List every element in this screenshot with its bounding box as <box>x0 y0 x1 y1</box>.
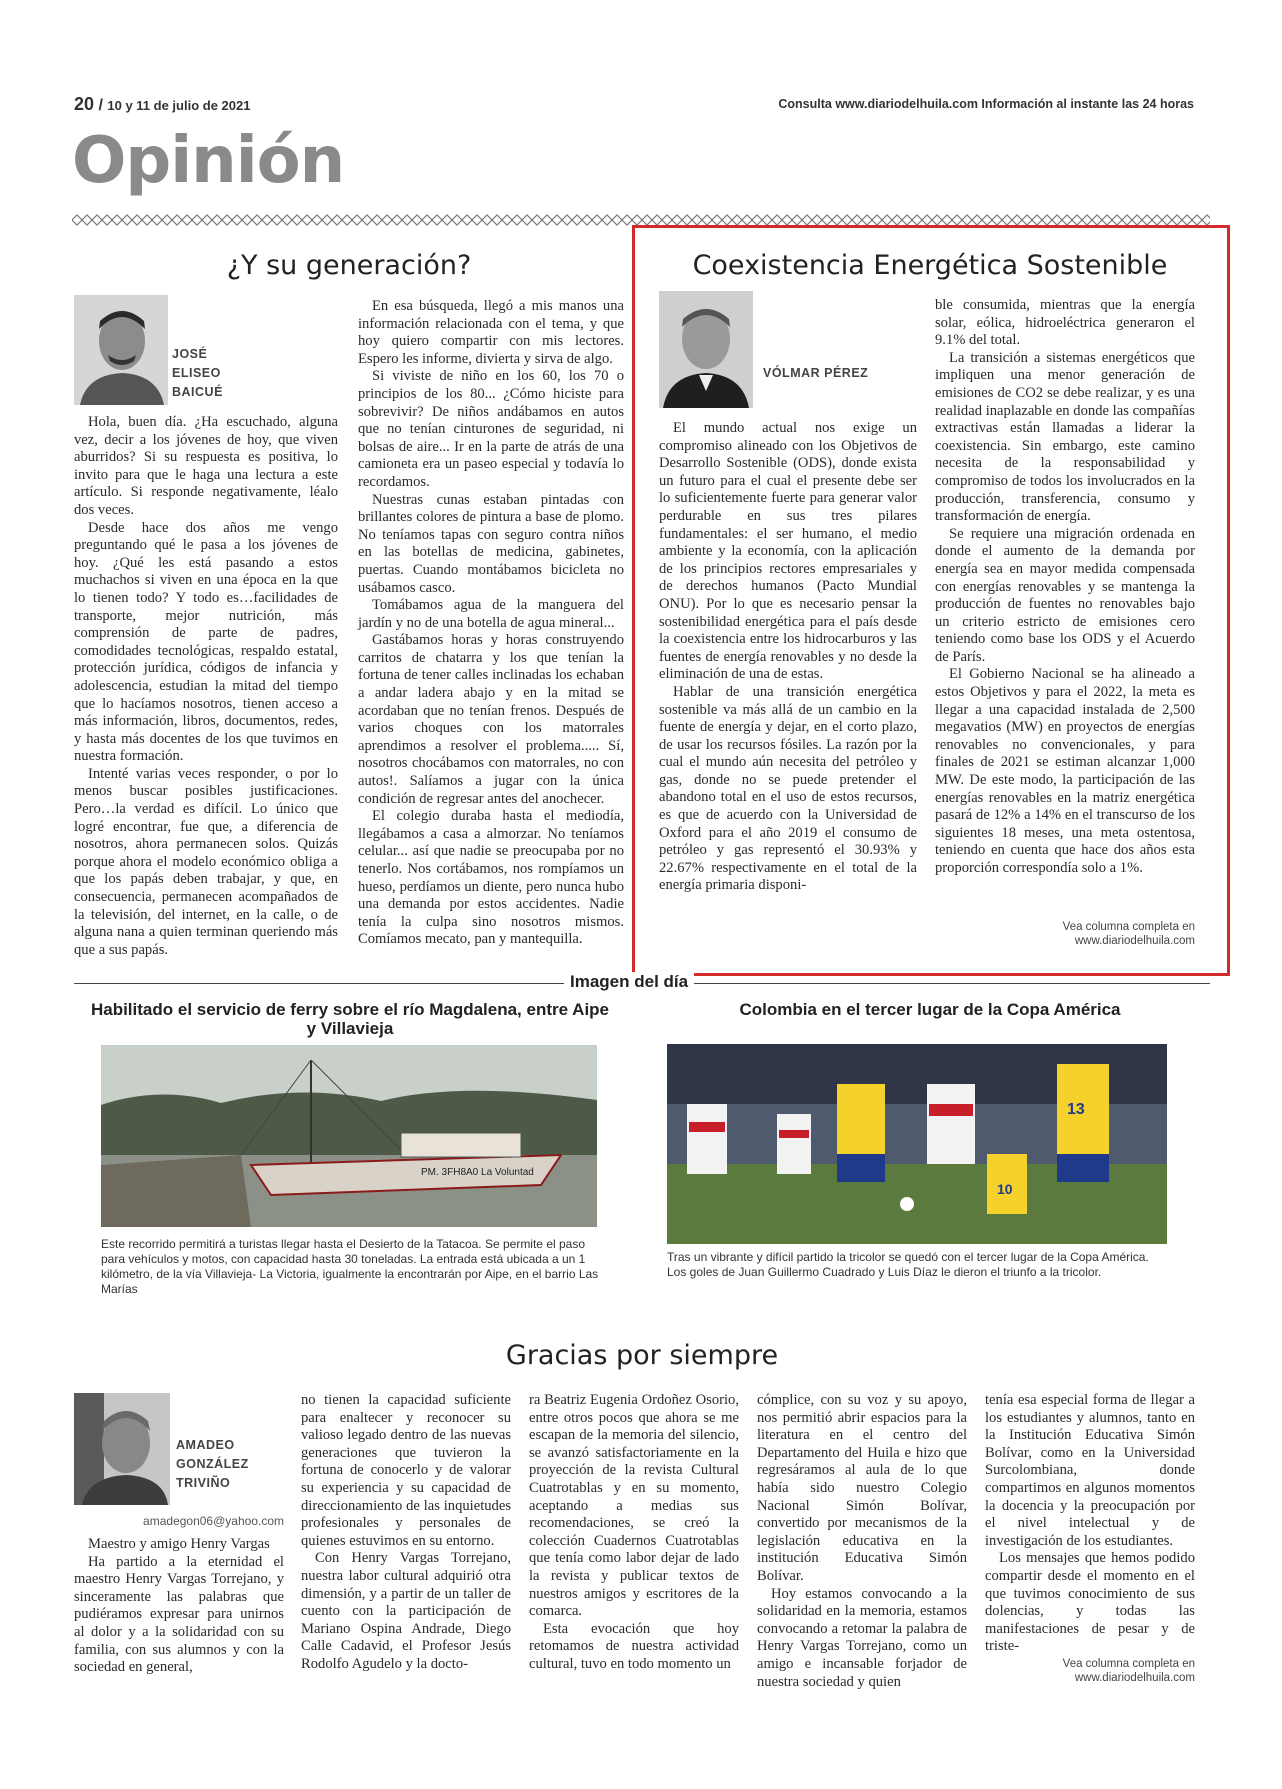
author-name-line: GONZÁLEZ <box>176 1457 249 1471</box>
copa-photo-caption: Tras un vibrante y difícil partido la tricolor se quedó con el tercer lugar de la Copa América. Los goles de Juan Guillermo Cuadrado y Luis Díaz le dieron el triunfo a la tricolor. <box>667 1250 1149 1279</box>
article2-column-1 <box>659 420 917 895</box>
author-photo-volmar-perez <box>659 291 753 408</box>
paragraph: Maestro y amigo Henry Vargas <box>88 1536 270 1552</box>
imagen-del-dia-label: Imagen del día <box>564 972 694 992</box>
ferry-photo <box>101 1045 597 1227</box>
paragraph: Ha partido a la eternidad el maestro Henry Vargas Torrejano, y sinceramente las palabras que pudiéramos expresar para unirnos al dolor y a la solidaridad con su familia, con sus alumnos y con la sociedad en general, <box>74 1553 284 1676</box>
article3-read-more[interactable] <box>985 1657 1195 1685</box>
article3-author <box>176 1436 249 1493</box>
paragraph: El mundo actual nos exige un compromiso alineado con los Objetivos de Desarrollo Sostenible (ODS), donde exista un futuro para el cual el presente debe ser lo suficientemente fuerte para generar valor perdurable en sus tres pilares fundamentales: el ser humano, el medio ambiente y la economía, con la aplicación de los principios rectores empresariales y de derechos humanos (Pacto Mundial ONU). Por lo que es necesario pensar la sostenibilidad energética para el país desde la coexistencia entre los hidrocarburos y las fuentes de energía renovables y no desde la eliminación de una de estas. <box>659 420 917 683</box>
author-name-line: TRIVIÑO <box>176 1476 231 1490</box>
author-name-line: JOSÉ <box>172 347 208 361</box>
article3-column-2 <box>301 1392 511 1674</box>
jersey-number: 13 <box>1067 1101 1085 1118</box>
read-more-label: Vea columna completa en <box>1062 921 1195 933</box>
paragraph: Nuestras cunas estaban pintadas con brillantes colores de pintura a base de plomo. No teníamos tapas con seguro contra niños en las botellas de medicina, gabinetes, puertas. Cuando montábamos bicicleta no usábamos casco. <box>358 491 624 596</box>
article1-title: ¿Y su generación? <box>226 250 472 281</box>
paragraph: Los mensajes que hemos podido compartir desde el momento en el que tuvimos conocimiento de sus dolencias, y todas las manifestaciones de pesar y de triste- <box>985 1550 1195 1655</box>
page-header-left: 20 / 10 y 11 de julio de 2021 <box>74 94 251 114</box>
header-consulta: Consulta <box>778 97 836 111</box>
paragraph: Hablar de una transición energética sostenible va más allá de un cambio en la fuente de energía y dejar, en el corto plazo, de usar los recursos fósiles. La razón por la cual el mundo aún necesita del petróleo y gas, donde no se puede pretender el abandono total en el uso de estos recursos, es que de acuerdo con la Universidad de Oxford para el año 2019 el consumo de petróleo y gas representó el 30.93% y 22.67% respectivamente en el total de la energía primaria disponi- <box>659 683 917 894</box>
author-name-line: BAICUÉ <box>172 385 223 399</box>
author-name-line: ELISEO <box>172 366 221 380</box>
header-tagline: Información al instante las 24 horas <box>977 97 1194 111</box>
paragraph: Si viviste de niño en los 60, los 70 o principios de los 80... ¿Cómo hiciste para sobrevivir? De niños andábamos en autos que no tenían cinturones de seguridad, ni bolsas de aire... Ir en la parte de atrás de una camioneta era un paseo especial y todavía lo recordamos. <box>358 368 624 490</box>
paragraph: Hoy estamos convocando a la solidaridad en la memoria, estamos convocando a retomar la palabra de Henry Vargas Torrejano, como un amigo e incansable forjador de nuestra sociedad y quien <box>757 1585 967 1690</box>
section-title: Opinión <box>72 124 345 198</box>
paragraph: cómplice, con su voz y su apoyo, nos permitió abrir espacios para la literatura en el centro del Departamento del Huila e hizo que regresáramos al aula de lo que había sido nuestro Colegio Nacional Simón Bolívar, convertido por mecanismos de la legislación educativa en la institución Educativa Simón Bolívar. <box>757 1392 967 1584</box>
paragraph: no tienen la capacidad suficiente para enaltecer y reconocer su valioso legado dentro de las nuevas generaciones que tuvieron la fortuna de conocerlo y de valorar su experiencia y su capacidad de direccionamiento de las inquietudes profesionales y personales de quienes estuvimos en su entorno. <box>301 1392 511 1549</box>
paragraph: Hola, buen día. ¿Ha escuchado, alguna vez, decir a los jóvenes de hoy, que viven aburridos? Si su respuesta es positiva, lo invito para que le haga una lectura a este artículo. Si responde negativamente, léalo dos veces. <box>74 414 338 518</box>
paragraph: En esa búsqueda, llegó a mis manos una información relacionada con el tema, y que hoy quiero compartir con mis lectores. Espero les informe, divierta y sirva de algo. <box>358 298 624 367</box>
paragraph: tenía esa especial forma de llegar a los estudiantes y alumnos, tanto en la Institución Educativa Simón Bolívar, como en la Universidad Surcolombiana, donde compartimos en algunos momentos la docencia y la preocupación por el nivel intelectual y de investigación de los estudiantes. <box>985 1392 1195 1549</box>
author-photo-jose-eliseo-baicue <box>74 295 168 405</box>
article2-column-2 <box>935 297 1195 878</box>
article3-column-5 <box>985 1392 1195 1656</box>
read-more-label: Vea columna completa en <box>1062 1658 1195 1670</box>
paragraph: Desde hace dos años me vengo preguntando qué le pasa a los jóvenes de hoy. ¿Qué les está pasando a estos muchachos si viven en una época en la que lo tienen todo? Y todo es…facilidades de transporte, mejor nutrición, más comprensión de parte de padres, comodidades tecnológicas, respaldo estatal, protección jurídica, códigos de infancia y adolescencia, estudian la mitad del tiempo que lo hacíamos nosotros, tienen acceso a más información, libros, documentos, redes, y hasta más docentes de los que tuvimos en nuestra formación. <box>74 519 338 765</box>
page-number: 20 <box>74 94 95 114</box>
paragraph: ra Beatriz Eugenia Ordoñez Osorio, entre otros pocos que ahora se me escapan de la memoria del silencio, se avanzó satisfactoriamente en la proyección de la revista Cultural Cuatrotablas y en su momento, aceptando a medias sus recomendaciones, se creó la colección Cuadernos Cuatrotablas que tenía como labor dejar de lado la revista y publicar textos de nuestros amigos y escritores de la comarca. <box>529 1392 739 1620</box>
article3-column-1 <box>74 1536 284 1677</box>
author-email[interactable]: amadegon06@yahoo.com <box>143 1514 284 1528</box>
paragraph: La transición a sistemas energéticos que impliquen una menor generación de emisiones de CO2 se debe realizar, y es una realidad inaplazable en donde las compañías extractivas están llamadas a liderar la coexistencia. Sin embargo, este camino necesita de la responsabilidad y compromiso de todos los involucrados en la producción, transferencia, consumo y transformación de energía. <box>935 349 1195 525</box>
paragraph: Intenté varias veces responder, o por lo menos buscar posibles justificaciones. Pero…la verdad es difícil. Lo único que logré encontrar, fue que, a diferencia de nosotros, ahora permanecen solos. Quizás porque ahora el modelo económico obliga a que los papás deben trabajar, y que, en consecuencia, permanecen acompañados de la televisión, del internet, en la calle, o de alguna nana a quien terminan queriendo más que a sus papás. <box>74 765 338 958</box>
jersey-number: 10 <box>997 1181 1013 1197</box>
author-photo-amadeo-gonzalez <box>74 1393 170 1505</box>
paragraph: Con Henry Vargas Torrejano, nuestra labor cultural adquirió otra dimensión, y a partir de un taller de cuento con la participación de Mariano Ospina Andrade, Diego Calle Cadavid, el Profesor Jesús Rodolfo Agudelo y la docto- <box>301 1550 511 1672</box>
read-more-link[interactable]: www.diariodelhuila.com <box>1074 1672 1195 1684</box>
paragraph: Se requiere una migración ordenada en donde el aumento de la demanda por energía sea en mayor medida compensada con energías renovables y se mantenga la producción de fuentes no renovables bajo un criterio estricto de emisiones cero teniendo como base los ODS y el Acuerdo de París. <box>935 525 1195 665</box>
paragraph: Esta evocación que hoy retomamos de nuestra actividad cultural, tuvo en todo momento un <box>529 1620 739 1672</box>
paragraph: ble consumida, mientras que la energía solar, eólica, hidroeléctrica generaron el 9.1% del total. <box>935 297 1195 349</box>
author-name-line: AMADEO <box>176 1438 235 1452</box>
issue-date: 10 y 11 de julio de 2021 <box>107 98 251 113</box>
copa-photo-title: Colombia en el tercer lugar de la Copa América <box>739 1000 1121 1019</box>
ferry-boat-label: PM. 3FH8A0 La Voluntad <box>421 1167 534 1178</box>
article2-read-more[interactable] <box>935 920 1195 948</box>
ferry-photo-caption: Este recorrido permitirá a turistas llegar hasta el Desierto de la Tatacoa. Se permite el paso para vehículos y motos, con capacidad hasta 30 toneladas. La entrada está ubicada a un 1 kilómetro, de la vía Villavieja- La Victoria, igualmente la encontrarán por Aipe, en el barrio Las Marías <box>101 1237 599 1296</box>
read-more-link[interactable]: www.diariodelhuila.com <box>1074 935 1195 947</box>
article3-column-4 <box>757 1392 967 1691</box>
page-header-right <box>778 97 1194 111</box>
article3-title: Gracias por siempre <box>505 1340 779 1371</box>
article3-column-3 <box>529 1392 739 1674</box>
paragraph: El colegio duraba hasta el mediodía, llegábamos a casa a almorzar. No teníamos celular... así que nadie se preocupaba por no tenerlo. Nos cortábamos, nos rompíamos un hueso, perdíamos un diente, pero nunca hubo una demanda por estos accidentes. Nadie tenía la culpa sino nosotros mismos. Comíamos mecato, pan y mantequilla. <box>358 808 624 948</box>
paragraph: El Gobierno Nacional se ha alineado a estos Objetivos y para el 2022, la meta es llegar a una capacidad instalada de 2,500 megavatios (MW) en proyectos de energías renovables no convencionales, y para finales de 2021 se estiman alcanzar 1,000 MW. De este modo, la participación de las energías renovables en la matriz energética pasará de 12% a 14% en el transcurso de los siguientes 18 meses, una meta ostentosa, teniendo en cuenta que hace dos años esta proporción correspondía solo a 1%. <box>935 666 1195 876</box>
ferry-photo-title: Habilitado el servicio de ferry sobre el río Magdalena, entre Aipe y Villavieja <box>90 1000 610 1038</box>
article1-column-1 <box>74 414 338 959</box>
paragraph: Gastábamos horas y horas construyendo carritos de chatarra y los que tenían la fortuna de tener calles inclinadas los echaban a andar ladera abajo y en la mitad se acordaban que no tenían frenos. Después de varios choques con los matorrales aprendimos a resolver el problema..... Sí, nosotros chocábamos con matorrales, no con autos!. Salíamos a jugar con la única condición de regresar antes del anochecer. <box>358 632 624 807</box>
copa-america-photo <box>667 1044 1167 1244</box>
header-site-link[interactable]: www.diariodelhuila.com <box>835 97 978 111</box>
article2-author: VÓLMAR PÉREZ <box>763 366 869 380</box>
article1-author <box>172 345 223 402</box>
paragraph: Tomábamos agua de la manguera del jardín y no de una botella de agua mineral... <box>358 597 624 631</box>
article1-column-2 <box>358 298 624 949</box>
article2-title: Coexistencia Energética Sostenible <box>692 250 1168 281</box>
